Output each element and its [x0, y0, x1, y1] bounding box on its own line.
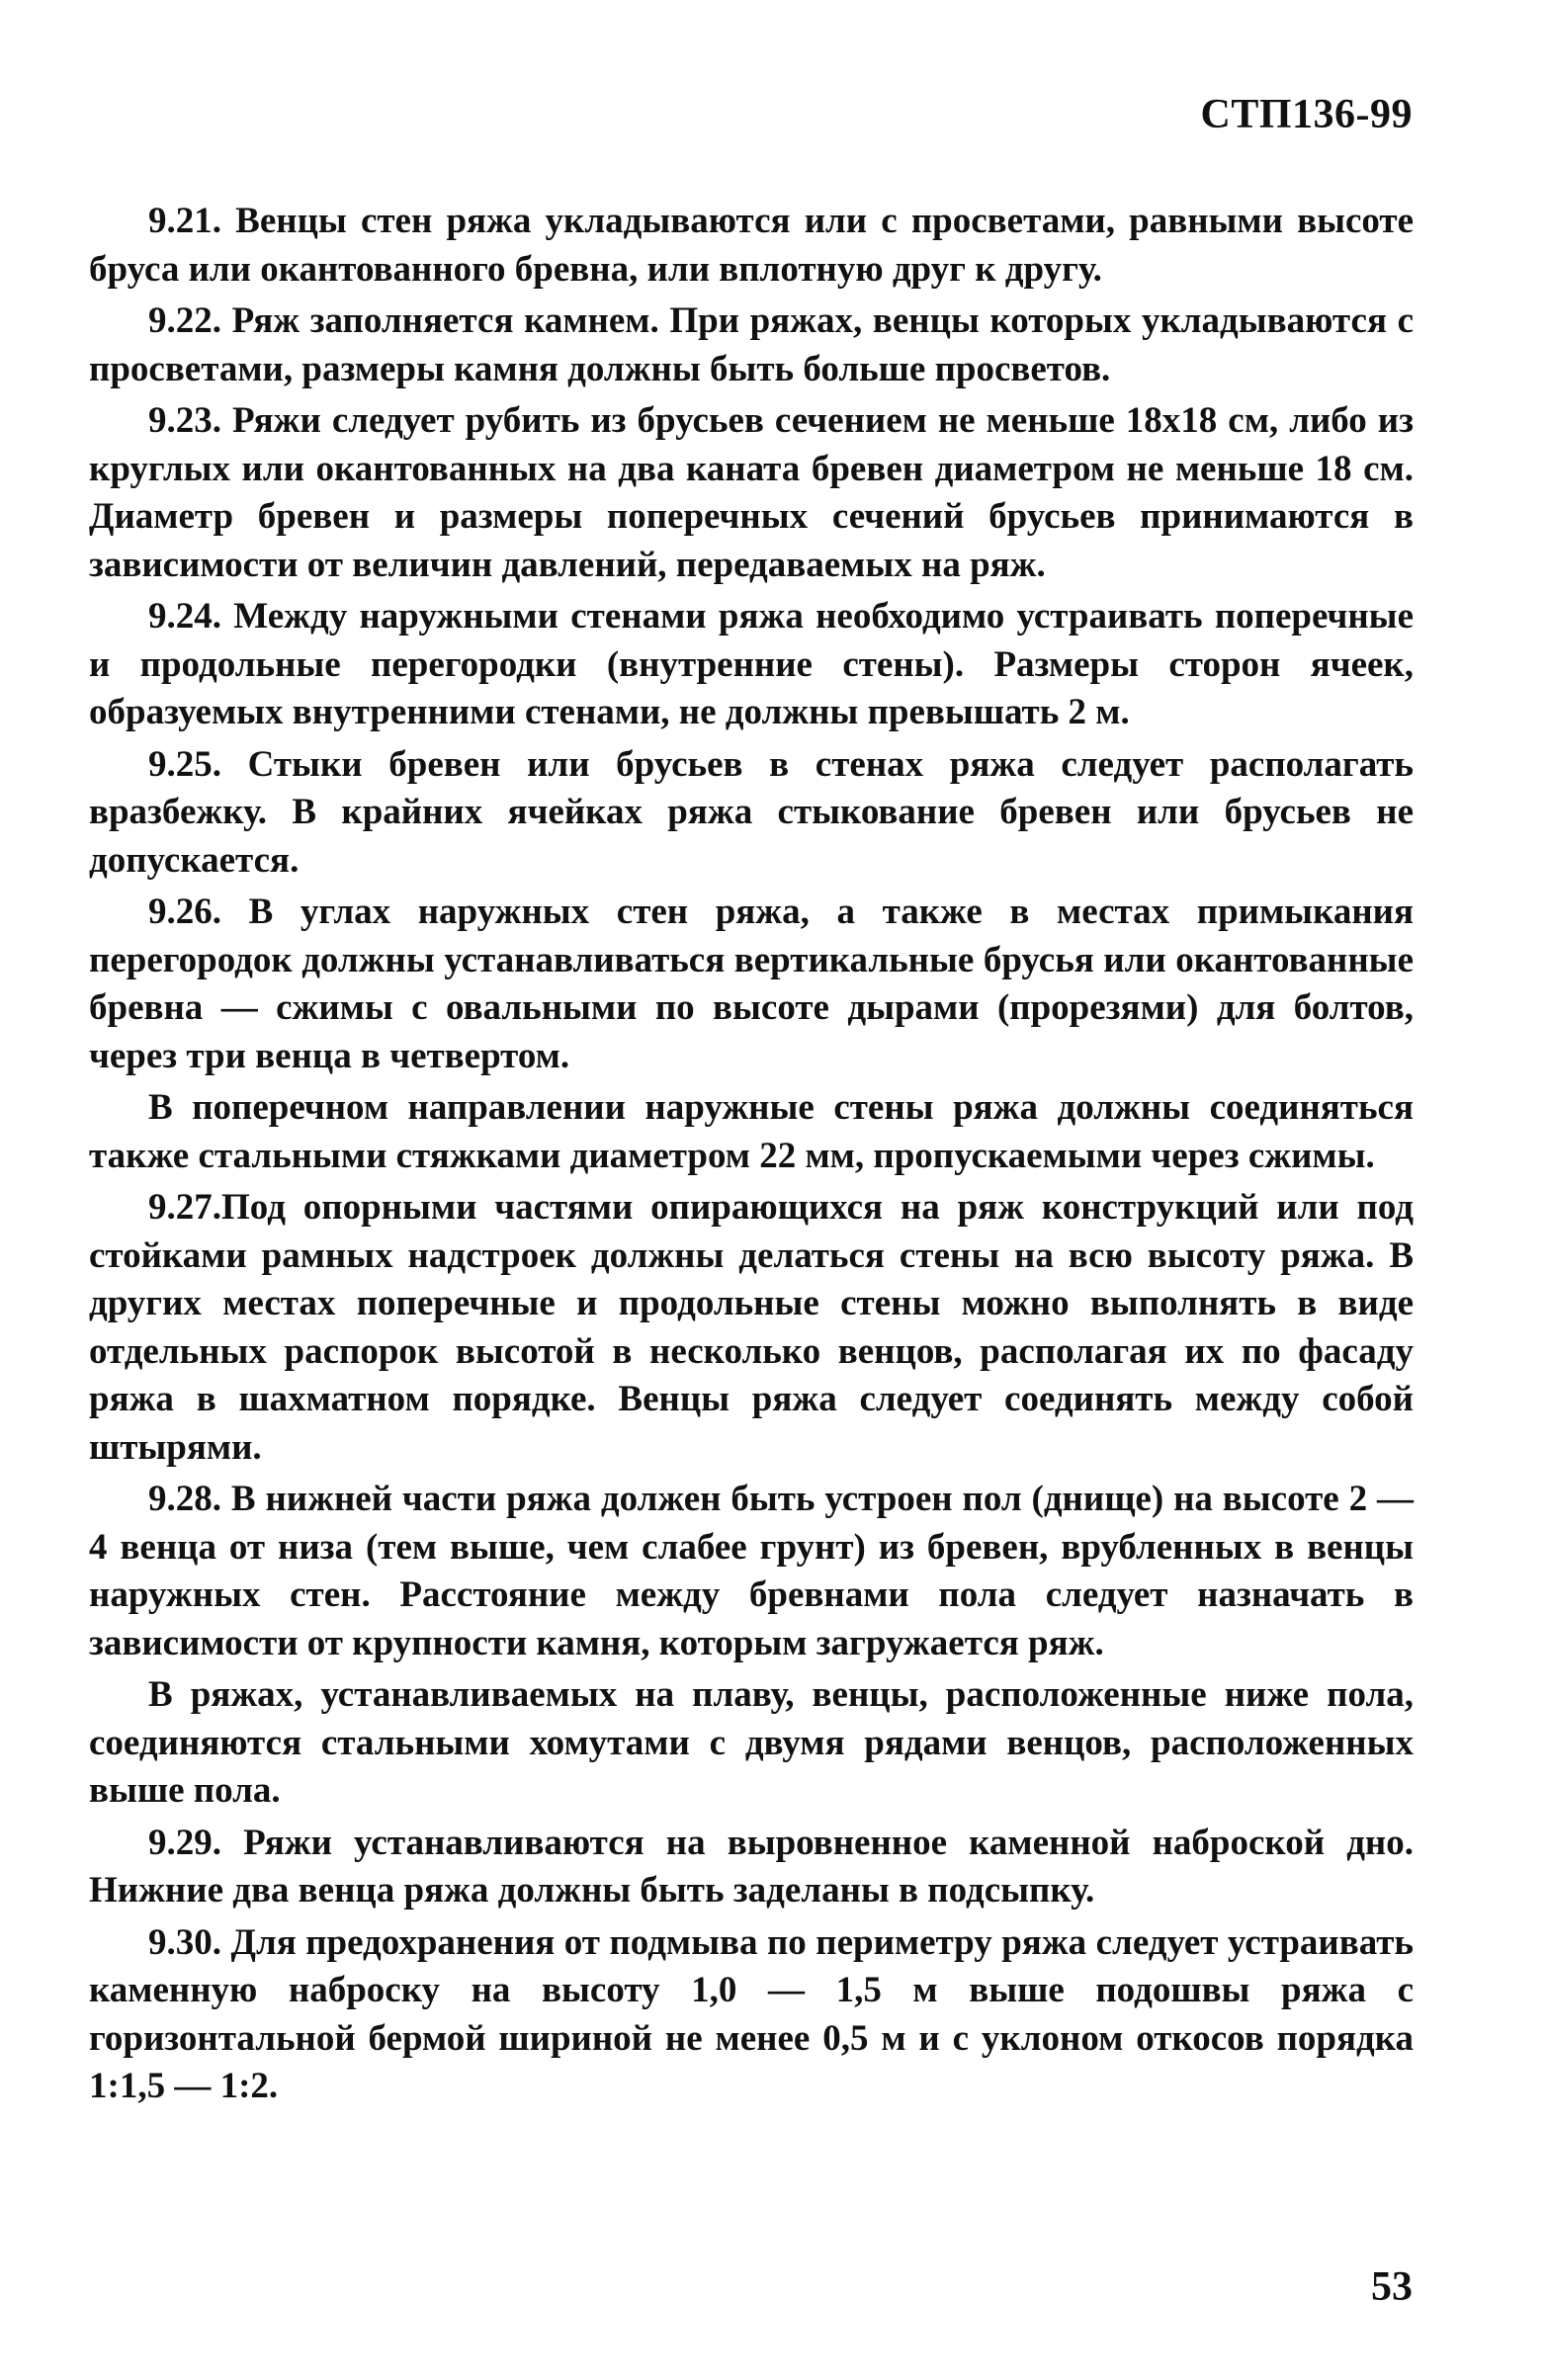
paragraph-9-23: 9.23. Ряжи следует рубить из брусьев сечением не меньше 18х18 см, либо из круглых или окантованных на два каната бревен диаметром не меньше 18 см. Диаметр бревен и размеры поперечных сечений брусьев принимаются в зависимости от величин давлений, передаваемых на ряж.	[89, 400, 1414, 585]
paragraph-9-28: 9.28. В нижней части ряжа должен быть устроен пол (днище) на высоте 2 — 4 венца от низа (тем выше, чем слабее грунт) из бревен, врубленных в венцы наружных стен. Расстояние между бревнами пола следует назначать в зависимости от крупности камня, которым загружается ряж.	[89, 1479, 1414, 1663]
document-body	[89, 198, 1414, 2111]
paragraph-9-25: 9.25. Стыки бревен или брусьев в стенах ряжа следует располагать вразбежку. В крайних ячейках ряжа стыкование бревен или брусьев не допускается.	[89, 743, 1414, 881]
paragraph-9-26: 9.26. В углах наружных стен ряжа, а также в местах примыкания перегородок должны устанавливаться вертикальные брусья или окантованные бревна — сжимы с овальными по высоте дырами (прорезями) для болтов, через три венца в четвертом.	[89, 892, 1414, 1076]
page-number: 53	[1371, 2264, 1413, 2310]
paragraph-9-30: 9.30. Для предохранения от подмыва по периметру ряжа следует устраивать каменную наброску на высоту 1,0 — 1,5 м выше подошвы ряжа с горизонтальной бермой шириной не менее 0,5 м и с уклоном откосов порядка 1:1,5 — 1:2.	[89, 1921, 1414, 2106]
paragraph-9-21: 9.21. Венцы стен ряжа укладываются или с просветами, равными высоте бруса или окантованного бревна, или вплотную друг к другу.	[89, 201, 1414, 290]
paragraph-9-28-continued: В ряжах, устанавливаемых на плаву, венцы, расположенные ниже пола, соединяются стальными хомутами с двумя рядами венцов, расположенных выше пола.	[89, 1674, 1414, 1811]
paragraph-9-27: 9.27.Под опорными частями опирающихся на ряж конструкций или под стойками рамных надстроек должны делаться стены на всю высоту ряжа. В других местах поперечные и продольные стены можно выполнять в виде отдельных распорок высотой в несколько венцов, располагая их по фасаду ряжа в шахматном порядке. Венцы ряжа следует соединять между собой штырями.	[89, 1187, 1414, 1468]
paragraph-9-29: 9.29. Ряжи устанавливаются на выровненное каменной наброской дно. Нижние два венца ряжа должны быть заделаны в подсыпку.	[89, 1822, 1414, 1911]
paragraph-9-22: 9.22. Ряж заполняется камнем. При ряжах, венцы которых укладываются с просветами, размеры камня должны быть больше просветов.	[89, 300, 1414, 389]
document-code-header: СТП136-99	[1200, 92, 1413, 137]
paragraph-9-26-continued: В поперечном направлении наружные стены ряжа должны соединяться также стальными стяжками диаметром 22 мм, пропускаемыми через сжимы.	[89, 1087, 1414, 1176]
paragraph-9-24: 9.24. Между наружными стенами ряжа необходимо устраивать поперечные и продольные перегородки (внутренние стены). Размеры сторон ячеек, образуемых внутренними стенами, не должны превышать 2 м.	[89, 596, 1414, 732]
